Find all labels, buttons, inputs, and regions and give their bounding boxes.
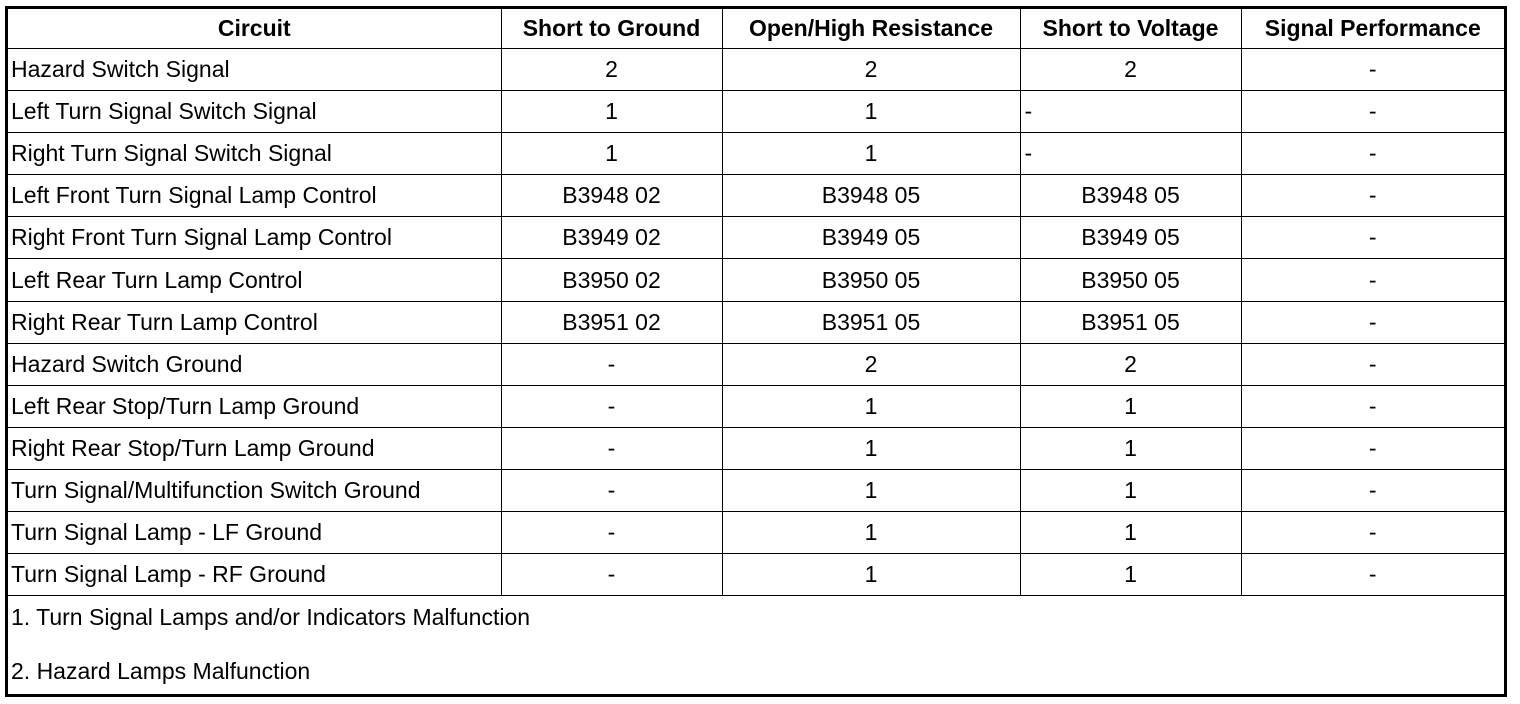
cell-signal-performance: - <box>1241 343 1504 385</box>
cell-short-to-voltage: 1 <box>1020 385 1241 427</box>
table-body <box>8 49 1504 695</box>
cell-circuit: Hazard Switch Ground <box>8 343 501 385</box>
cell-short-to-ground: - <box>501 427 722 469</box>
cell-circuit: Right Rear Turn Lamp Control <box>8 301 501 343</box>
cell-open-high-resistance: 1 <box>722 469 1020 511</box>
cell-short-to-ground: 1 <box>501 91 722 133</box>
cell-short-to-voltage: 2 <box>1020 49 1241 91</box>
cell-short-to-ground: - <box>501 385 722 427</box>
cell-signal-performance: - <box>1241 259 1504 301</box>
cell-short-to-voltage: - <box>1020 91 1241 133</box>
cell-short-to-ground: - <box>501 554 722 596</box>
cell-signal-performance: - <box>1241 217 1504 259</box>
cell-short-to-voltage: 1 <box>1020 469 1241 511</box>
cell-signal-performance: - <box>1241 554 1504 596</box>
cell-short-to-voltage: 1 <box>1020 512 1241 554</box>
table-row <box>8 91 1504 133</box>
cell-signal-performance: - <box>1241 469 1504 511</box>
table-header-row <box>8 9 1504 49</box>
cell-short-to-ground: - <box>501 469 722 511</box>
cell-circuit: Right Turn Signal Switch Signal <box>8 133 501 175</box>
cell-short-to-ground: 1 <box>501 133 722 175</box>
cell-short-to-voltage: B3949 05 <box>1020 217 1241 259</box>
cell-signal-performance: - <box>1241 301 1504 343</box>
cell-short-to-ground: B3948 02 <box>501 175 722 217</box>
table-row <box>8 217 1504 259</box>
cell-circuit: Turn Signal Lamp - LF Ground <box>8 512 501 554</box>
cell-open-high-resistance: B3951 05 <box>722 301 1020 343</box>
cell-open-high-resistance: 1 <box>722 91 1020 133</box>
cell-signal-performance: - <box>1241 175 1504 217</box>
cell-signal-performance: - <box>1241 91 1504 133</box>
dtc-symptom-table-container <box>5 6 1507 697</box>
table-row <box>8 175 1504 217</box>
cell-circuit: Hazard Switch Signal <box>8 49 501 91</box>
header-signal-performance: Signal Performance <box>1241 9 1504 49</box>
table-row <box>8 301 1504 343</box>
cell-short-to-voltage: 2 <box>1020 343 1241 385</box>
cell-short-to-voltage: 1 <box>1020 554 1241 596</box>
cell-signal-performance: - <box>1241 512 1504 554</box>
cell-short-to-voltage: - <box>1020 133 1241 175</box>
cell-open-high-resistance: 1 <box>722 133 1020 175</box>
table-row <box>8 512 1504 554</box>
cell-open-high-resistance: 2 <box>722 49 1020 91</box>
header-short-to-ground: Short to Ground <box>501 9 722 49</box>
table-row <box>8 427 1504 469</box>
cell-circuit: Turn Signal/Multifunction Switch Ground <box>8 469 501 511</box>
header-short-to-voltage: Short to Voltage <box>1020 9 1241 49</box>
notes-row <box>8 596 1504 694</box>
notes-cell <box>8 596 1504 694</box>
cell-circuit: Turn Signal Lamp - RF Ground <box>8 554 501 596</box>
cell-open-high-resistance: 1 <box>722 512 1020 554</box>
table-row <box>8 343 1504 385</box>
cell-short-to-ground: B3949 02 <box>501 217 722 259</box>
cell-short-to-voltage: B3948 05 <box>1020 175 1241 217</box>
cell-open-high-resistance: 1 <box>722 385 1020 427</box>
cell-open-high-resistance: B3948 05 <box>722 175 1020 217</box>
note-2: 2. Hazard Lamps Malfunction <box>11 658 311 685</box>
cell-short-to-ground: - <box>501 512 722 554</box>
table-row <box>8 385 1504 427</box>
table-row <box>8 49 1504 91</box>
cell-circuit: Left Rear Stop/Turn Lamp Ground <box>8 385 501 427</box>
table-row <box>8 133 1504 175</box>
cell-circuit: Right Rear Stop/Turn Lamp Ground <box>8 427 501 469</box>
cell-signal-performance: - <box>1241 133 1504 175</box>
cell-short-to-ground: B3951 02 <box>501 301 722 343</box>
table-row <box>8 259 1504 301</box>
cell-open-high-resistance: 2 <box>722 343 1020 385</box>
note-1: 1. Turn Signal Lamps and/or Indicators Malfunction <box>11 604 531 631</box>
cell-signal-performance: - <box>1241 385 1504 427</box>
cell-open-high-resistance: B3949 05 <box>722 217 1020 259</box>
cell-short-to-voltage: B3951 05 <box>1020 301 1241 343</box>
cell-circuit: Left Turn Signal Switch Signal <box>8 91 501 133</box>
cell-short-to-ground: 2 <box>501 49 722 91</box>
cell-signal-performance: - <box>1241 427 1504 469</box>
header-circuit: Circuit <box>8 9 501 49</box>
cell-short-to-ground: - <box>501 343 722 385</box>
cell-short-to-voltage: 1 <box>1020 427 1241 469</box>
cell-open-high-resistance: 1 <box>722 554 1020 596</box>
cell-circuit: Right Front Turn Signal Lamp Control <box>8 217 501 259</box>
cell-circuit: Left Rear Turn Lamp Control <box>8 259 501 301</box>
cell-short-to-ground: B3950 02 <box>501 259 722 301</box>
cell-open-high-resistance: B3950 05 <box>722 259 1020 301</box>
cell-short-to-voltage: B3950 05 <box>1020 259 1241 301</box>
header-open-high-resistance: Open/High Resistance <box>722 9 1020 49</box>
table-row <box>8 554 1504 596</box>
cell-circuit: Left Front Turn Signal Lamp Control <box>8 175 501 217</box>
dtc-symptom-table <box>8 9 1504 694</box>
cell-signal-performance: - <box>1241 49 1504 91</box>
table-row <box>8 469 1504 511</box>
cell-open-high-resistance: 1 <box>722 427 1020 469</box>
